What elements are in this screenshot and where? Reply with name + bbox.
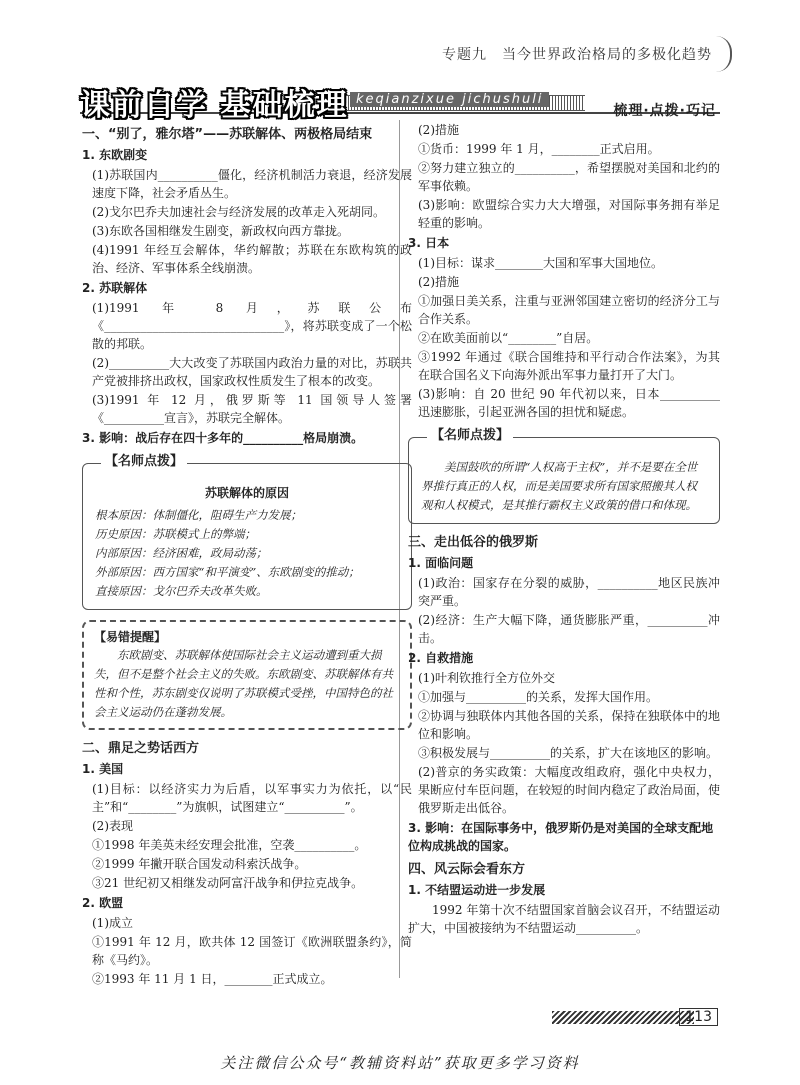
section-heading: 四、风云际会看东方 [408, 862, 526, 877]
tip-line: 外部原因：西方国家“和平演变”、东欧剧变的推动； [95, 565, 360, 579]
tip-box-label: 【名师点拨】 [101, 453, 187, 471]
paragraph: ②1999 年撇开联合国发动科索沃战争。 [92, 857, 307, 871]
subsection-heading: 3. 日本 [408, 236, 450, 250]
tip-line: 历史原因：苏联模式上的弊端； [95, 527, 256, 541]
paragraph: ①1991 年 12 月，欧共体 12 国签订《欧洲联盟条约》，简称《马约》。 [92, 935, 412, 967]
paragraph: (2)经济：生产大幅下降，通货膨胀严重，__________冲击。 [418, 613, 720, 645]
paragraph: (3)影响：欧盟综合实力大大增强，对国际事务拥有举足轻重的影响。 [418, 198, 720, 230]
tip-text: 美国鼓吹的所谓“人权高于主权”，并不是要在全世界推行真正的人权，而是美国要求所有国家照搬其人权观和人权模式，是其推行霸权主义政策的借口和体现。 [421, 460, 698, 512]
paragraph: ③积极发展与__________的关系，扩大在该地区的影响。 [418, 746, 719, 760]
subsection-heading: 3. 影响：在国际事务中，俄罗斯仍是对美国的全球支配地位构成挑战的国家。 [408, 821, 714, 853]
paragraph: ①加强与__________的关系，发挥大国作用。 [418, 690, 659, 704]
chapter-title: 专题九 当今世界政治格局的多极化趋势 [442, 47, 712, 63]
subsection-heading: 1. 不结盟运动进一步发展 [408, 883, 546, 897]
footer-note: 关注微信公众号“教辅资料站”获取更多学习资料 [220, 1054, 580, 1072]
warning-text: 东欧剧变、苏联解体使国际社会主义运动遭到重大损失，但不是整个社会主义的失败。东欧剧变、苏联解体有共性和个性，苏东剧变仅说明了苏联模式受挫，中国特色的社会主义运动仍在蓬勃发展。 [94, 648, 393, 719]
paragraph: ③21 世纪初又相继发动阿富汗战争和伊拉克战争。 [92, 876, 364, 890]
paragraph: ①加强日美关系，注重与亚洲邻国建立密切的经济分工与合作关系。 [418, 294, 720, 326]
subsection-heading: 2. 苏联解体 [82, 281, 148, 295]
paragraph: ②努力建立独立的__________，希望摆脱对美国和北约的军事依赖。 [418, 161, 720, 193]
paragraph: (1)成立 [92, 916, 133, 930]
tip-box [82, 454, 412, 610]
paragraph: ③1992 年通过《联合国维持和平行动合作法案》，为其在联合国名义下向海外派出军事力量打开了大门。 [418, 350, 720, 382]
tip-box-title: 苏联解体的原因 [204, 486, 289, 500]
banner-title: 课前自学 基础梳理 [80, 88, 349, 123]
paragraph: ①货币：1999 年 1 月，________正式启用。 [418, 142, 660, 156]
section-heading: 三、走出低谷的俄罗斯 [408, 535, 539, 550]
paragraph: (3)1991 年 12 月，俄罗斯等 11 国领导人签署《__________宣言》，苏联完全解体。 [92, 393, 412, 425]
tip-box-label: 【名师点拨】 [427, 427, 513, 445]
tip-box [408, 428, 720, 524]
subsection-heading: 2. 欧盟 [82, 896, 124, 910]
banner-pinyin: keqianzixue jichushuli [350, 92, 549, 107]
paragraph: (3)东欧各国相继发生剧变，新政权向西方靠拢。 [92, 224, 349, 238]
paragraph: (2)__________大大改变了苏联国内政治力量的对比，苏联共产党被排挤出政权，国家政权性质发生了根本的改变。 [92, 356, 412, 388]
paragraph: (1)叶利钦推行全方位外交 [418, 671, 555, 685]
page-number-stripe-decoration [552, 1011, 694, 1024]
subsection-heading: 1. 面临问题 [408, 556, 474, 570]
tip-line: 根本原因：体制僵化，阻碍生产力发展； [95, 508, 302, 522]
subsection-heading: 3. 影响：战后存在四十多年的__________格局崩溃。 [82, 431, 364, 445]
paragraph: (1)目标：以经济实力为后盾，以军事实力为依托，以“民主”和“________”为旗帜，试图建立“__________”。 [92, 782, 412, 814]
paragraph: (1)苏联国内__________僵化，经济机制活力衰退，经济发展速度下降，社会矛盾丛生。 [92, 168, 412, 200]
section-heading: 二、鼎足之势话西方 [82, 741, 200, 756]
warning-box [82, 620, 412, 730]
section-heading: 一、“别了，雅尔塔”——苏联解体、两极格局结束 [82, 127, 373, 142]
tip-line: 直接原因：戈尔巴乔夫改革失败。 [95, 584, 268, 598]
banner-subtitle: 梳理·点拨·巧记 [613, 103, 716, 119]
paragraph: (3)影响：自 20 世纪 90 年代初以来，日本__________迅速膨胀，引起亚洲各国的担忧和疑虑。 [418, 387, 720, 419]
paragraph: ②协调与独联体内其他各国的关系，保持在独联体中的地位和影响。 [418, 709, 720, 741]
paragraph: (2)表现 [92, 819, 133, 833]
tip-line: 内部原因：经济困难，政局动荡； [95, 546, 268, 560]
left-column [82, 120, 412, 989]
paragraph: ①1998 年美英未经安理会批准，空袭__________。 [92, 838, 367, 852]
paragraph: (1)1991 年 8 月，苏联公布《______________________________》，将苏联变成了一个松散的邦联。 [92, 301, 412, 351]
paragraph: ②1993 年 11 月 1 日，________正式成立。 [92, 972, 333, 986]
paragraph: (1)目标：谋求________大国和军事大国地位。 [418, 256, 663, 270]
paragraph: ②在欧美面前以“________”自居。 [418, 331, 599, 345]
page-number: 113 [679, 1008, 718, 1026]
paragraph: (2)戈尔巴乔夫加速社会与经济发展的改革走入死胡同。 [92, 205, 386, 219]
warning-box-label: 【易错提醒】 [94, 630, 167, 644]
right-column [408, 120, 720, 938]
paragraph: (2)普京的务实政策：大幅度改组政府，强化中央权力，果断应付车臣问题，在较短的时间内稳定了政治局面，使俄罗斯走出低谷。 [418, 765, 720, 815]
subsection-heading: 1. 东欧剧变 [82, 148, 148, 162]
paragraph: 1992 年第十次不结盟国家首脑会议召开，不结盟运动扩大，中国被接纳为不结盟运动__________。 [408, 903, 720, 935]
paragraph: (1)政治：国家存在分裂的威胁，__________地区民族冲突严重。 [418, 576, 720, 608]
paragraph: (2)措施 [418, 123, 459, 137]
subsection-heading: 2. 自救措施 [408, 651, 474, 665]
subsection-heading: 1. 美国 [82, 762, 124, 776]
paragraph: (4)1991 年经互会解体，华约解散；苏联在东欧构筑的政治、经济、军事体系全线崩溃。 [92, 243, 412, 275]
paragraph: (2)措施 [418, 275, 459, 289]
header-bracket-decoration [716, 36, 732, 72]
